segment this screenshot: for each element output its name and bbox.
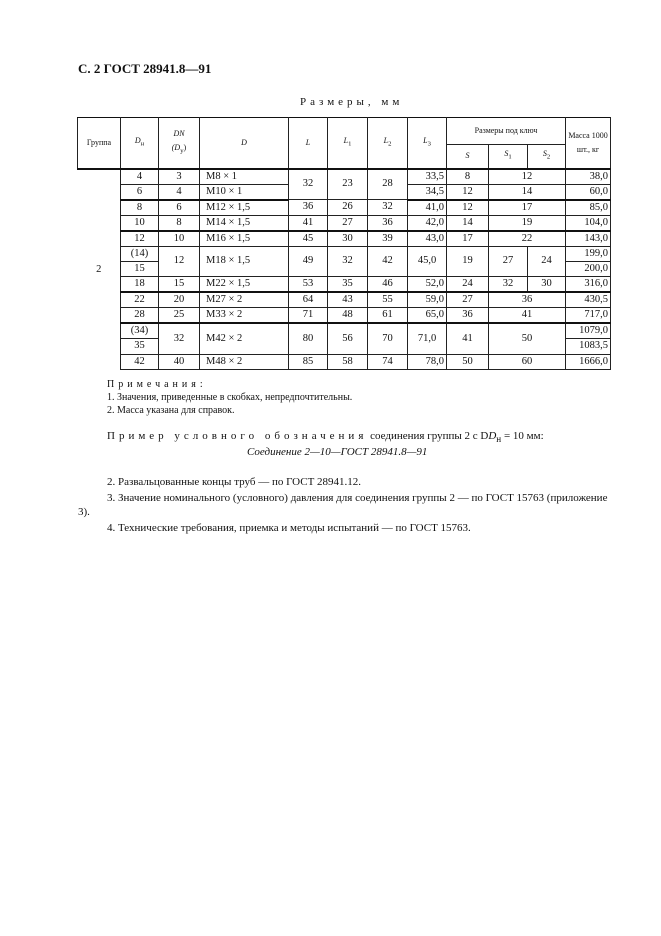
table-cell: 41,0 — [408, 200, 447, 216]
table-cell: 50 — [489, 323, 566, 354]
table-cell: 46 — [368, 277, 408, 293]
note-item: 1. Значения, приведенные в скобках, непредпочтительны. — [107, 392, 353, 403]
table-cell: M48 × 2 — [200, 354, 289, 369]
table-cell: 42,0 — [408, 215, 447, 231]
table-cell: 25 — [159, 308, 200, 324]
paragraph: 2. Развальцованные концы труб — по ГОСТ 28941.12. — [107, 476, 362, 488]
table-row — [78, 308, 611, 324]
table-cell: 49 — [289, 246, 328, 277]
col-L2: $L_2$ — [368, 118, 408, 169]
table-cell: 28 — [368, 169, 408, 200]
group-cell: 2 — [78, 169, 121, 370]
table-cell: 23 — [328, 169, 368, 200]
table-cell: (34) — [121, 323, 159, 339]
table-cell: 43 — [328, 292, 368, 308]
table-cell: 71,0 — [408, 323, 447, 354]
table-cell: 30 — [328, 231, 368, 247]
table-cell: 41 — [289, 215, 328, 231]
col-mass: Масса 1000 шт., кг — [566, 118, 611, 169]
table-cell: 30 — [528, 277, 566, 293]
table-cell: 15 — [159, 277, 200, 293]
table-cell: (14) — [121, 246, 159, 261]
table-cell: 27 — [489, 246, 528, 277]
notes-title: Примечания: — [107, 379, 207, 390]
table-cell: 60 — [489, 354, 566, 369]
table-cell: 35 — [121, 339, 159, 354]
table-cell: 10 — [159, 231, 200, 247]
table-cell: 74 — [368, 354, 408, 369]
example-text2: = 10 мм: — [501, 430, 544, 442]
table-cell: 56 — [328, 323, 368, 354]
table-cell: 41 — [489, 308, 566, 324]
table-cell: 17 — [447, 231, 489, 247]
table-row — [78, 323, 611, 339]
example-designation: Соединение 2—10—ГОСТ 28941.8—91 — [247, 446, 428, 458]
paragraph: 4. Технические требования, приемка и методы испытаний — по ГОСТ 15763. — [107, 522, 471, 534]
table-cell: 32 — [159, 323, 200, 354]
table-cell: 1079,0 — [566, 323, 611, 339]
table-cell: 61 — [368, 308, 408, 324]
table-cell: 36 — [447, 308, 489, 324]
table-cell: 14 — [489, 184, 566, 200]
table-cell: 36 — [289, 200, 328, 216]
table-cell: 39 — [368, 231, 408, 247]
table-cell: 32 — [328, 246, 368, 277]
table-caption: Размеры, мм — [300, 96, 404, 108]
note-item: 2. Масса указана для справок. — [107, 405, 235, 416]
table-row — [78, 231, 611, 247]
table-cell: 143,0 — [566, 231, 611, 247]
table-cell: 32 — [289, 169, 328, 200]
example-text: соединения группы 2 с D — [367, 430, 489, 442]
table-cell: 26 — [328, 200, 368, 216]
col-key-sizes: Размеры под ключ — [447, 118, 566, 145]
table-cell: 199,0 — [566, 246, 611, 261]
table-cell: 59,0 — [408, 292, 447, 308]
table-cell: 104,0 — [566, 215, 611, 231]
dimensions-table — [77, 117, 611, 370]
table-cell: M27 × 2 — [200, 292, 289, 308]
table-cell: 32 — [368, 200, 408, 216]
col-S: S — [447, 145, 489, 169]
table-cell: 10 — [121, 215, 159, 231]
table-cell: M18 × 1,5 — [200, 246, 289, 277]
table-cell: 53 — [289, 277, 328, 293]
table-cell: 85 — [289, 354, 328, 369]
table-cell: M22 × 1,5 — [200, 277, 289, 293]
table-row — [78, 354, 611, 369]
dn-sub: н — [496, 434, 502, 445]
table-cell: 200,0 — [566, 261, 611, 276]
table-cell: 78,0 — [408, 354, 447, 369]
table-cell: M8 × 1 — [200, 169, 289, 185]
table-cell: 43,0 — [408, 231, 447, 247]
table-cell: 12 — [121, 231, 159, 247]
table-row — [78, 200, 611, 216]
table-cell: 22 — [489, 231, 566, 247]
table-cell: M33 × 2 — [200, 308, 289, 324]
table-cell: 6 — [159, 200, 200, 216]
table-cell: 4 — [121, 169, 159, 185]
table-cell: 4 — [159, 184, 200, 200]
table-cell: 19 — [447, 246, 489, 277]
table-cell: 64 — [289, 292, 328, 308]
table-cell: 85,0 — [566, 200, 611, 216]
table-cell: 50 — [447, 354, 489, 369]
col-L3: $L_3$ — [408, 118, 447, 169]
table-row — [78, 277, 611, 293]
col-L1: $L_1$ — [328, 118, 368, 169]
table-cell: 34,5 — [408, 184, 447, 200]
table-cell: M16 × 1,5 — [200, 231, 289, 247]
table-row — [78, 246, 611, 261]
table-cell: 24 — [528, 246, 566, 277]
table-cell: 45 — [289, 231, 328, 247]
table-cell: 38,0 — [566, 169, 611, 185]
table-cell: 36 — [489, 292, 566, 308]
table-cell: 48 — [328, 308, 368, 324]
table-cell: 42 — [121, 354, 159, 369]
table-cell: 316,0 — [566, 277, 611, 293]
table-cell: 24 — [447, 277, 489, 293]
table-cell: 12 — [447, 184, 489, 200]
col-S1: $S_1$ — [489, 145, 528, 169]
table-cell: 35 — [328, 277, 368, 293]
table-cell: 70 — [368, 323, 408, 354]
table-cell: 12 — [159, 246, 200, 277]
table-cell: 14 — [447, 215, 489, 231]
table-cell: 15 — [121, 261, 159, 276]
table-cell: M42 × 2 — [200, 323, 289, 354]
table-cell: 42 — [368, 246, 408, 277]
example — [107, 430, 544, 444]
table-cell: 33,5 — [408, 169, 447, 185]
table-cell: 32 — [489, 277, 528, 293]
example-label: Пример условного обозначения — [107, 430, 368, 442]
table-cell: 717,0 — [566, 308, 611, 324]
table-cell: 22 — [121, 292, 159, 308]
table-cell: 8 — [159, 215, 200, 231]
table-row — [78, 292, 611, 308]
col-dn: $D_н$ — [121, 118, 159, 169]
table-cell: 20 — [159, 292, 200, 308]
table-cell: 28 — [121, 308, 159, 324]
page-header: С. 2 ГОСТ 28941.8—91 — [78, 61, 212, 76]
col-DN: DN $(D_у)$ — [159, 118, 200, 169]
table-cell: 1666,0 — [566, 354, 611, 369]
table-cell: 80 — [289, 323, 328, 354]
col-L: L — [289, 118, 328, 169]
table-cell: 41 — [447, 323, 489, 354]
col-S2: $S_2$ — [528, 145, 566, 169]
table-cell: 430,5 — [566, 292, 611, 308]
table-cell: 6 — [121, 184, 159, 200]
table-cell: M10 × 1 — [200, 184, 289, 200]
col-D: D — [200, 118, 289, 169]
table-cell: 27 — [328, 215, 368, 231]
table-cell: 40 — [159, 354, 200, 369]
table-cell: 8 — [121, 200, 159, 216]
table-cell: 17 — [489, 200, 566, 216]
table-cell: 19 — [489, 215, 566, 231]
table-cell: 8 — [447, 169, 489, 185]
table-cell: 60,0 — [566, 184, 611, 200]
table-cell: 36 — [368, 215, 408, 231]
table-cell: 58 — [328, 354, 368, 369]
notes — [107, 378, 352, 417]
table-cell: 27 — [447, 292, 489, 308]
table-cell: 18 — [121, 277, 159, 293]
table-cell: M14 × 1,5 — [200, 215, 289, 231]
table-cell: 71 — [289, 308, 328, 324]
table-row — [78, 215, 611, 231]
table-cell: 52,0 — [408, 277, 447, 293]
table-row — [78, 169, 611, 185]
table-cell: 1083,5 — [566, 339, 611, 354]
table-cell: 55 — [368, 292, 408, 308]
table-cell: 45,0 — [408, 246, 447, 277]
col-group: Группа — [78, 118, 121, 169]
table-cell: 65,0 — [408, 308, 447, 324]
table-cell: 12 — [447, 200, 489, 216]
table-cell: 12 — [489, 169, 566, 185]
table-cell: 3 — [159, 169, 200, 185]
dn-symbol: D — [488, 430, 497, 442]
table-cell: M12 × 1,5 — [200, 200, 289, 216]
paragraph: 3. Значение номинального (условного) давления для соединения группы 2 — по ГОСТ 15763 (приложение 3). — [78, 492, 608, 518]
